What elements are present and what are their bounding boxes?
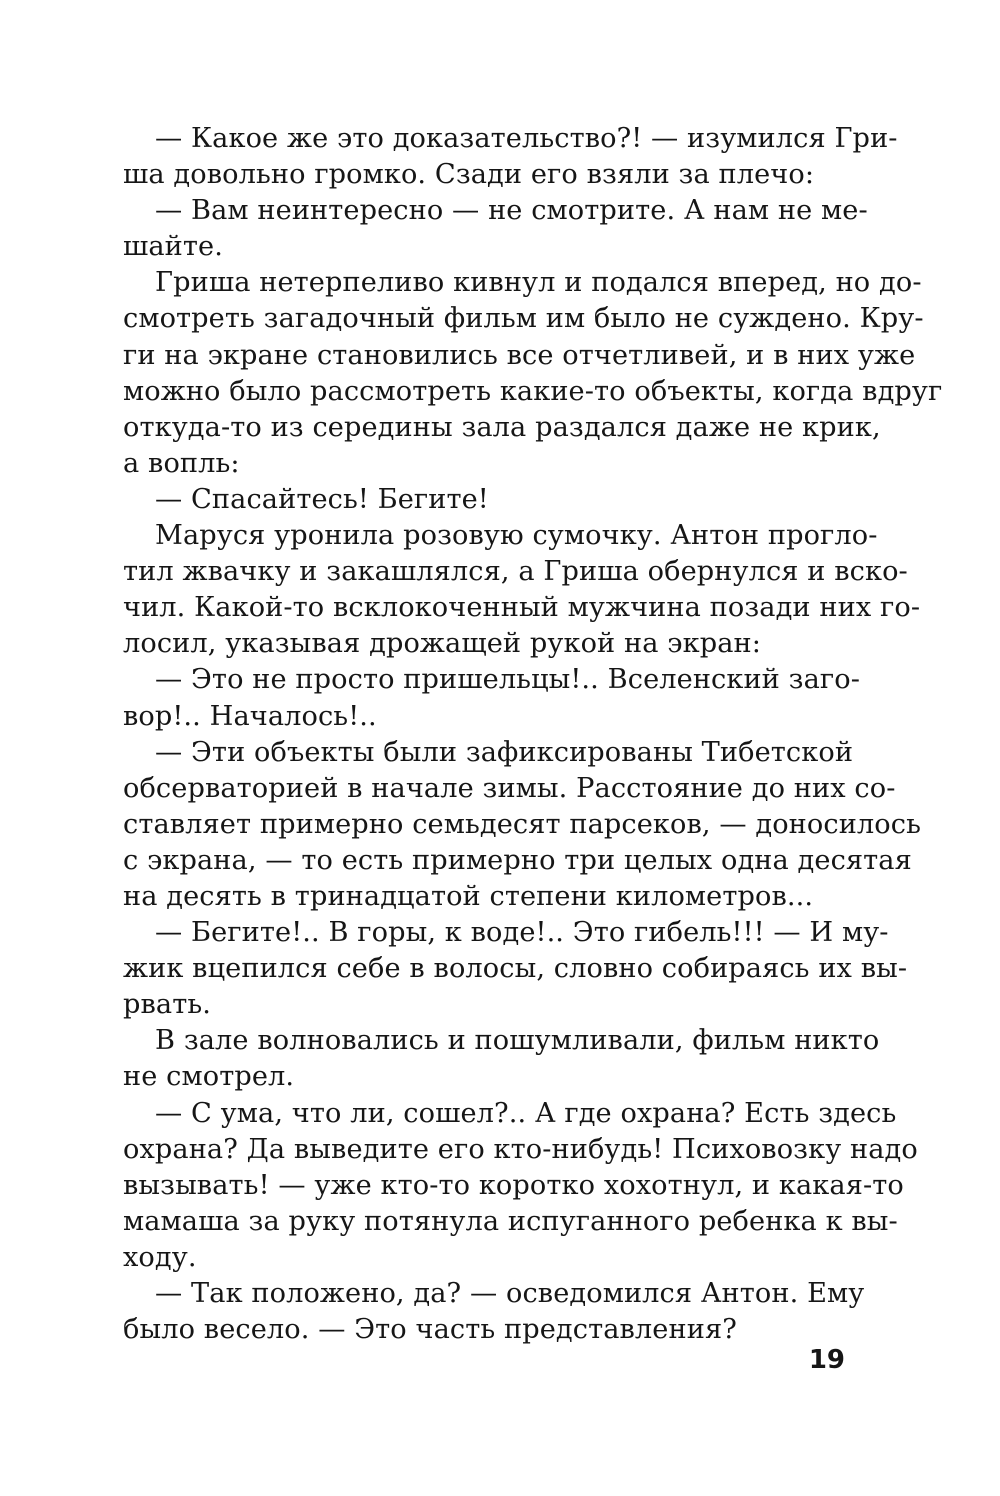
text-line: не смотрел. bbox=[123, 1061, 295, 1093]
text-line: ходу. bbox=[123, 1241, 197, 1273]
text-line: — Какое же это доказательство?! — изумился Гри- bbox=[155, 123, 898, 154]
text-line: — Так положено, да? — осведомился Антон. Ему bbox=[155, 1278, 865, 1309]
text-line: было весело. — Это часть представления? bbox=[123, 1314, 737, 1346]
text-line: вор!.. Началось!.. bbox=[123, 700, 377, 732]
text-line: — С ума, что ли, сошел?.. А где охрана? Есть здесь bbox=[155, 1097, 897, 1129]
text-line: ставляет примерно семьдесят парсеков, — доносилось bbox=[123, 808, 921, 840]
text-line: — Это не просто пришельцы!.. Вселенский заго- bbox=[155, 664, 860, 696]
text-line: откуда-то из середины зала раздался даже не крик, bbox=[123, 411, 881, 443]
text-line: жик вцепился себе в волосы, словно собираясь их вы- bbox=[123, 953, 908, 985]
text-line: лосил, указывая дрожащей рукой на экран: bbox=[123, 628, 761, 660]
text-line: — Бегите!.. В горы, к воде!.. Это гибель!!! — И му- bbox=[155, 917, 889, 949]
text-line: на десять в тринадцатой степени километров... bbox=[123, 880, 814, 912]
text-line: В зале волновались и пошумливали, фильм никто bbox=[155, 1025, 880, 1057]
text-line: с экрана, — то есть примерно три целых одна десятая bbox=[123, 844, 912, 876]
text-line: рвать. bbox=[123, 989, 212, 1021]
text-line: мамаша за руку потянула испуганного ребенка к вы- bbox=[123, 1205, 898, 1237]
text-line: ги на экране становились все отчетливей, и в них уже bbox=[123, 339, 916, 371]
text-line: а вопль: bbox=[123, 447, 240, 479]
body-text bbox=[123, 121, 943, 1348]
text-line: можно было рассмотреть какие-то объекты, когда вдруг bbox=[123, 375, 943, 407]
text-line: охрана? Да выведите его кто-нибудь! Психовозку надо bbox=[123, 1133, 918, 1165]
text-line: — Вам неинтересно — не смотрите. А нам не ме- bbox=[155, 195, 868, 227]
page-number: 19 bbox=[808, 1345, 845, 1375]
text-line: обсерваторией в начале зимы. Расстояние до них со- bbox=[123, 772, 896, 804]
text-line: вызывать! — уже кто-то коротко хохотнул, и какая-то bbox=[123, 1169, 904, 1201]
text-line: Маруся уронила розовую сумочку. Антон прогло- bbox=[155, 520, 878, 552]
text-line: смотреть загадочный фильм им было не суждено. Кру- bbox=[123, 303, 924, 335]
text-line: — Эти объекты были зафиксированы Тибетской bbox=[155, 736, 854, 768]
text-line: Гриша нетерпеливо кивнул и подался вперед, но до- bbox=[155, 267, 922, 299]
text-line: шайте. bbox=[123, 231, 223, 263]
text-line: тил жвачку и закашлялся, а Гриша обернулся и вско- bbox=[123, 556, 908, 588]
text-line: — Спасайтесь! Бегите! bbox=[155, 483, 489, 515]
text-line: чил. Какой-то всклокоченный мужчина позади них го- bbox=[123, 592, 921, 624]
text-line: ша довольно громко. Сзади его взяли за плечо: bbox=[123, 159, 815, 191]
